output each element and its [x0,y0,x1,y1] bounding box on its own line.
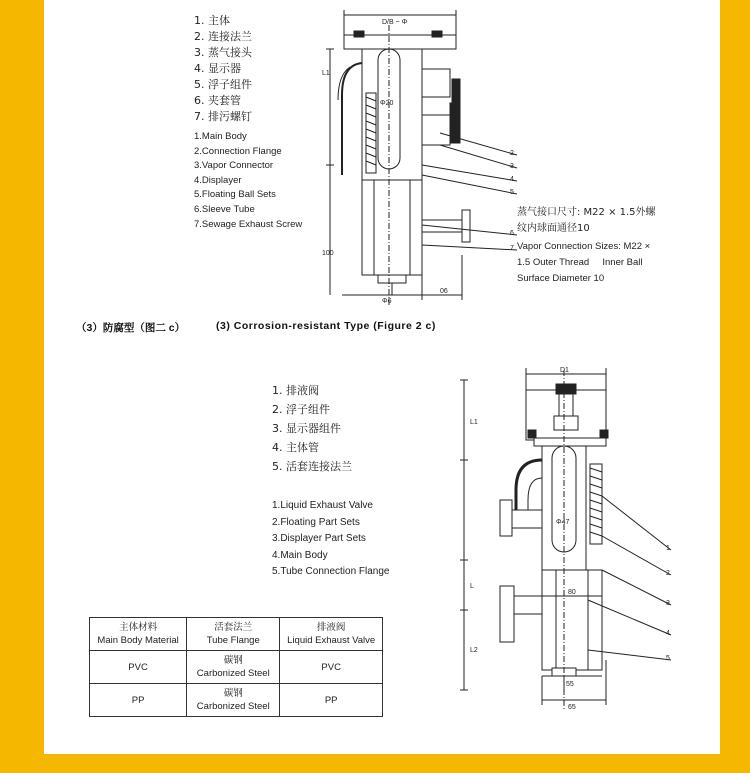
top-dim-bottom: 06 [440,288,448,295]
bottom-part-en-2: 2.Floating Part Sets [272,516,360,528]
vapor-note-en-3: Surface Diameter 10 [517,273,605,284]
top-callout-2: 2 [510,150,514,157]
bottom-part-en-5: 5.Tube Connection Flange [272,566,390,577]
bottom-part-cn-1: 1. 排液阀 [272,384,319,397]
top-dim-d: D/B ~ Φ [382,19,408,26]
top-callout-7: 7 [510,245,514,252]
table-header-cell [187,618,280,651]
top-callout-3: 3 [510,163,514,170]
top-part-cn-1: 1. 主体 [194,14,230,27]
bottom-callout-5: 5 [666,655,670,662]
bottom-dim-80: 80 [568,589,576,596]
table-row [90,684,383,717]
bottom-part-en-3: 3.Displayer Part Sets [272,533,366,544]
table-cell: PVC [90,651,187,684]
bottom-parts-cn-list [272,381,352,476]
bottom-dim-l1: L1 [470,419,478,426]
header-main-body-en: Main Body Material [97,635,179,646]
top-part-cn-7: 7. 排污螺钉 [194,110,252,123]
bottom-part-cn-2: 2. 浮子组件 [272,403,330,416]
top-parts-cn-list [194,13,252,125]
vapor-note-en-1: Vapor Connection Sizes: M22 × [517,241,651,252]
top-dim-side-a: L1 [322,70,330,77]
table-header-cell [90,618,187,651]
top-callout-6: 6 [510,230,514,237]
vapor-note-en-2: 1.5 Outer Thread Inner Ball [517,257,643,268]
header-tube-flange-en: Tube Flange [206,635,260,646]
top-dim-phi: Φ20 [380,100,394,107]
section-heading-cn: （3）防腐型（图二 c） [76,322,186,334]
top-part-en-2: 2.Connection Flange [194,145,282,157]
top-dim-side-b: 100 [322,250,334,257]
table-cell: PP [90,684,187,717]
bottom-part-en-4: 4.Main Body [272,549,328,561]
header-tube-flange-cn: 活套法兰 [214,622,253,633]
top-part-cn-3: 3. 蒸气接头 [194,46,252,59]
bottom-dim-55: 55 [566,681,574,688]
table-cell: PP [280,684,383,717]
bottom-dim-phi: Φ47 [556,519,570,526]
top-part-en-4: 4.Displayer [194,174,242,186]
bottom-part-cn-5: 5. 活套连接法兰 [272,460,352,473]
material-table [89,617,383,717]
top-part-en-1: 1.Main Body [194,131,247,142]
top-part-en-5: 5.Floating Ball Sets [194,189,276,201]
bottom-dim-65: 65 [568,704,576,711]
bottom-callout-3: 3 [666,600,670,607]
top-part-cn-4: 4. 显示器 [194,62,241,75]
bottom-dim-l: L [470,583,474,590]
bottom-dim-l2: L2 [470,647,478,654]
section-heading-en: (3) Corrosion-resistant Type (Figure 2 c) [216,320,436,332]
bottom-part-cn-4: 4. 主体管 [272,441,319,454]
top-parts-en-list [194,130,302,232]
table-header-cell [280,618,383,651]
table-row [90,651,383,684]
cell-en: Carbonized Steel [196,668,270,679]
table-cell [187,684,280,717]
header-exhaust-valve-cn: 排液阀 [316,622,346,633]
bottom-part-en-1: 1.Liquid Exhaust Valve [272,500,373,511]
bottom-callout-2: 2 [666,570,670,577]
top-callout-5: 5 [510,189,514,196]
bottom-parts-en-list [272,498,390,581]
top-part-cn-2: 2. 连接法兰 [194,30,252,43]
bottom-callout-4: 4 [666,630,670,637]
header-exhaust-valve-en: Liquid Exhaust Valve [287,635,376,646]
top-part-en-6: 6.Sleeve Tube [194,203,255,215]
top-technical-drawing [322,5,522,305]
table-cell: PVC [280,651,383,684]
vapor-note [517,205,656,287]
header-main-body-cn: 主体材料 [119,622,158,633]
top-part-cn-5: 5. 浮子组件 [194,78,252,91]
top-part-en-7: 7.Sewage Exhaust Screw [194,218,303,230]
cell-en: Carbonized Steel [196,701,270,712]
bottom-technical-drawing [456,360,678,716]
cell-cn: 碳钢 [223,655,243,666]
vapor-note-cn-1: 蒸气接口尺寸: M22 × 1.5外螺 [517,207,656,218]
vapor-note-cn-2: 纹内球面通径10 [517,223,590,234]
material-table-header-row [90,618,383,651]
top-part-en-3: 3.Vapor Connector [194,160,274,172]
bottom-callout-1: 1 [666,545,670,552]
top-part-cn-6: 6. 夹套管 [194,94,241,107]
cell-cn: 碳钢 [223,688,243,699]
top-dim-base: Φ6 [382,298,392,305]
bottom-part-cn-3: 3. 显示器组件 [272,422,341,435]
page-sheet [44,0,720,754]
bottom-dim-d1: D1 [560,367,569,374]
table-cell [187,651,280,684]
top-callout-4: 4 [510,176,514,183]
